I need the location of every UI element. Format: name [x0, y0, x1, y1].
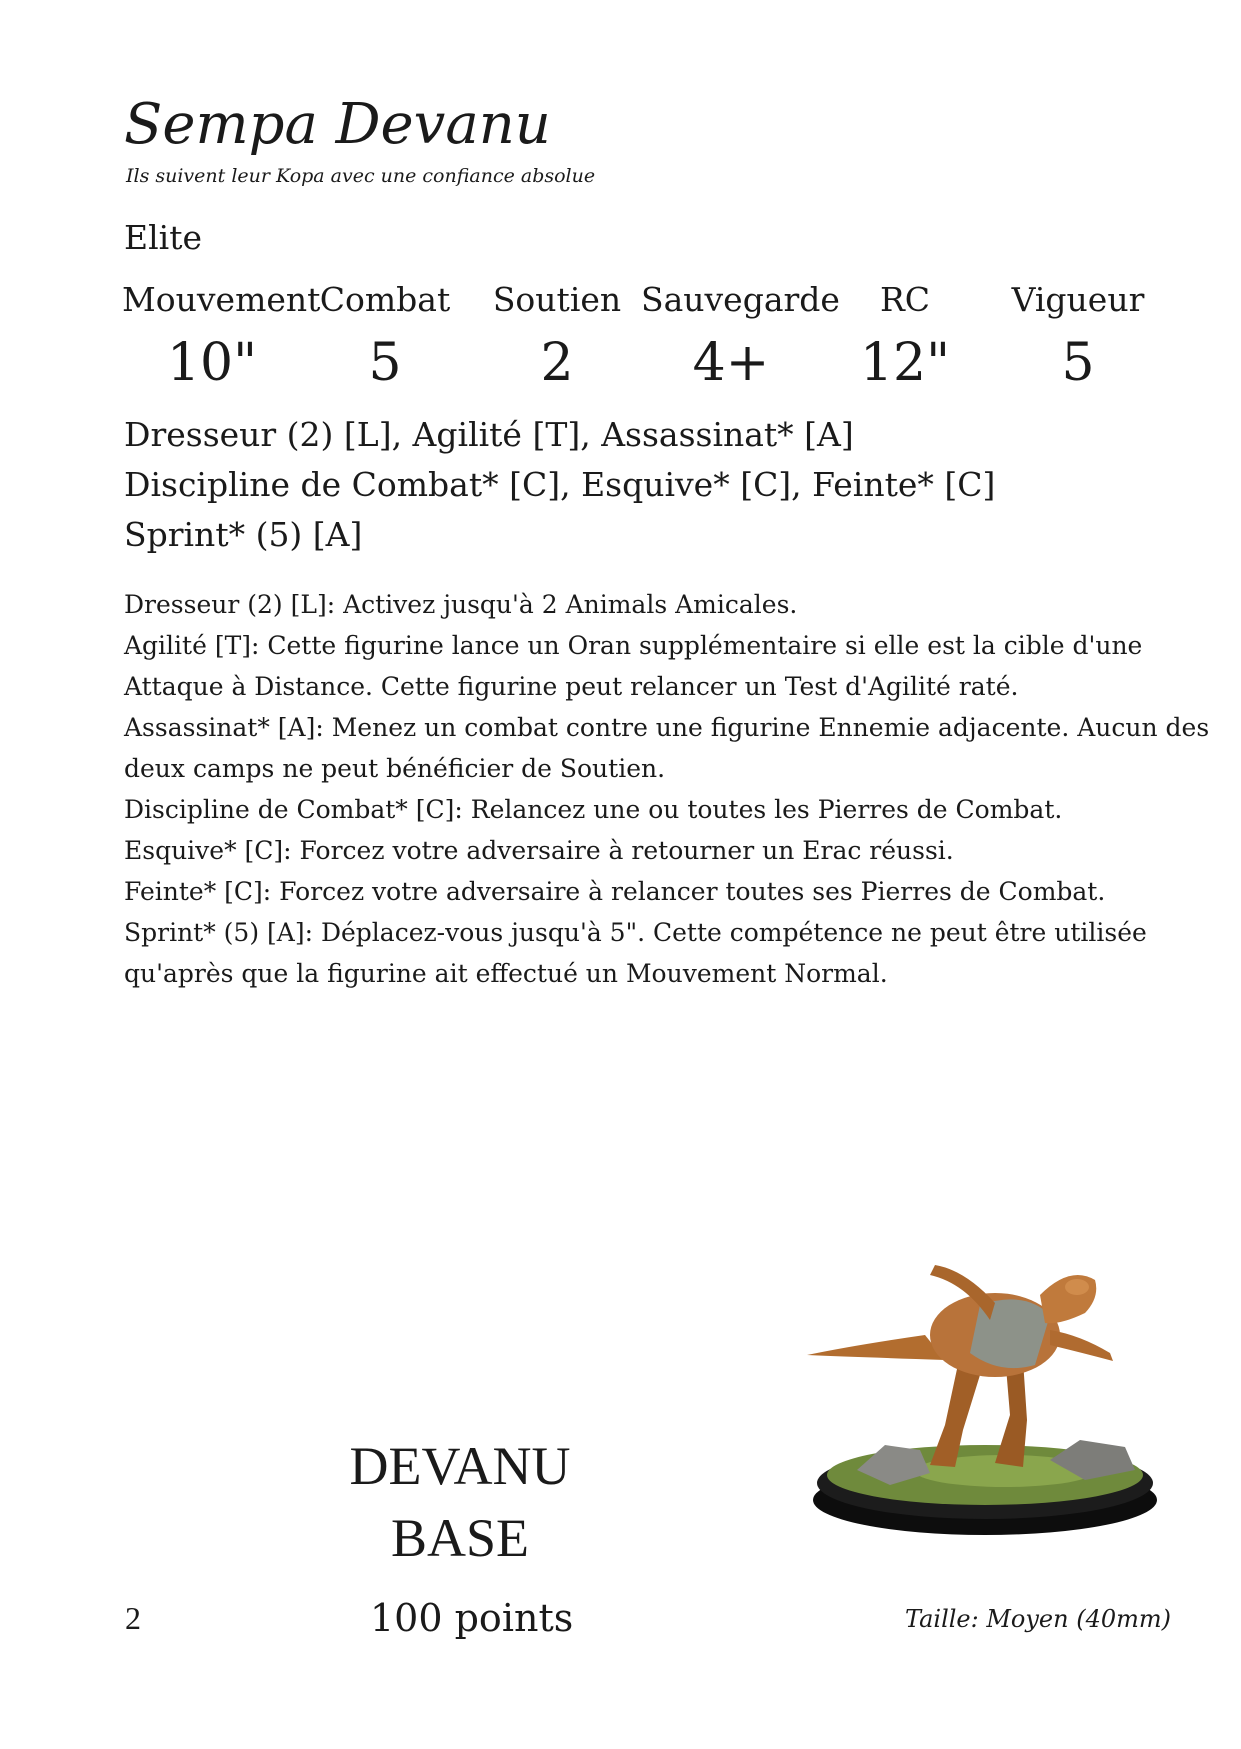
size-label: Taille: Moyen (40mm)	[904, 1605, 1171, 1633]
page-number: 2	[125, 1600, 141, 1636]
description-line: Agilité [T]: Cette figurine lance un Oran supplémentaire si elle est la cible d'une	[124, 631, 1143, 660]
tagline: Ils suivent leur Kopa avec une confiance absolue	[126, 165, 596, 187]
stat-value-vigueur: 5	[1061, 333, 1095, 393]
stat-header-vigueur: Vigueur	[1011, 280, 1145, 319]
description-line: qu'après que la figurine ait effectué un Mouvement Normal.	[124, 959, 888, 988]
stat-header-soutien: Soutien	[492, 280, 622, 319]
skills-line: Dresseur (2) [L], Agilité [T], Assassinat* [A]	[124, 415, 854, 454]
unit-variant: BASE	[390, 1508, 530, 1568]
rank-label: Elite	[124, 218, 202, 257]
page-title: Sempa Devanu	[124, 92, 551, 157]
points-cost: 100 points	[370, 1596, 574, 1640]
stat-header-sauvegarde: Sauvegarde	[641, 280, 840, 319]
unit-name: DEVANU	[349, 1436, 571, 1496]
skills-line: Discipline de Combat* [C], Esquive* [C], Feinte* [C]	[124, 465, 996, 504]
description-line: Discipline de Combat* [C]: Relancez une ou toutes les Pierres de Combat.	[124, 795, 1063, 824]
miniature-photo	[795, 1235, 1165, 1535]
description-line: Assassinat* [A]: Menez un combat contre une figurine Ennemie adjacente. Aucun des	[124, 713, 1210, 742]
description-line: Dresseur (2) [L]: Activez jusqu'à 2 Animals Amicales.	[124, 590, 798, 619]
stat-value-mouvement: 10"	[166, 333, 258, 393]
stat-header-combat: Combat	[319, 280, 451, 319]
description-line: Sprint* (5) [A]: Déplacez-vous jusqu'à 5". Cette compétence ne peut être utilisée	[124, 918, 1147, 947]
description-line: Esquive* [C]: Forcez votre adversaire à retourner un Erac réussi.	[124, 836, 954, 865]
stat-header-mouvement: Mouvement	[122, 280, 321, 319]
description-line: Attaque à Distance. Cette figurine peut relancer un Test d'Agilité raté.	[124, 672, 1019, 701]
stat-value-soutien: 2	[540, 333, 574, 393]
stat-header-rc: RC	[879, 280, 931, 319]
stat-value-combat: 5	[368, 333, 402, 393]
skills-line: Sprint* (5) [A]	[124, 515, 363, 554]
description-line: Feinte* [C]: Forcez votre adversaire à relancer toutes ses Pierres de Combat.	[124, 877, 1106, 906]
description-line: deux camps ne peut bénéficier de Soutien.	[124, 754, 666, 783]
stat-value-sauvegarde: 4+	[692, 333, 770, 393]
stat-value-rc: 12"	[859, 333, 951, 393]
